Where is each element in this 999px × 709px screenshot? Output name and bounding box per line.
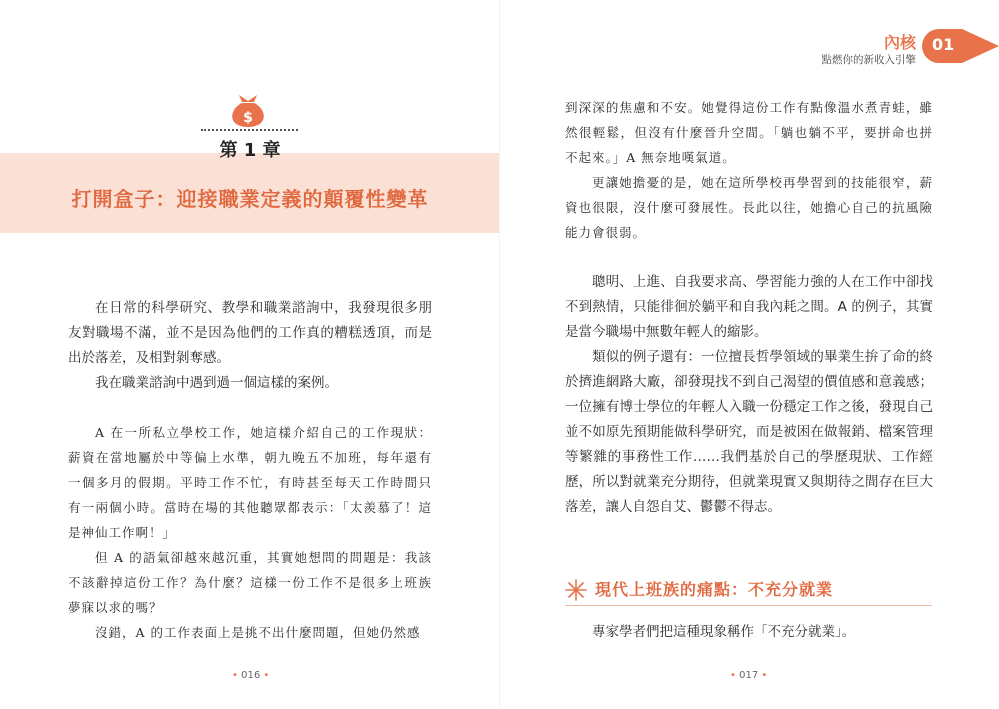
page-number-right: • 017 • xyxy=(730,670,768,681)
money-bag-icon xyxy=(225,93,271,129)
section-heading xyxy=(565,575,932,606)
body-paragraph-1: 聰明、上進、自我要求高、學習能力強的人在工作中卻找不到熱情，只能徘徊於躺平和自我內耗之間。A 的例子，其實是當今職場中無數年輕人的縮影。 xyxy=(565,274,933,340)
intro-paragraph-2: 我在職業諮詢中遇到過一個這樣的案例。 xyxy=(95,375,338,391)
case-paragraph-1: A 在一所私立學校工作，她這樣介紹自己的工作現狀：薪資在當地屬於中等偏上水準，朝九晚五不加班，每年還有一個多月的假期。平時工作不忙，有時甚至每天工作時間只有一兩個小時。當時在場的其他聽眾都表示：「太羨慕了！這是神仙工作啊！」 xyxy=(68,425,432,540)
intro-paragraph-1: 在日常的科學研究、教學和職業諮詢中，我發現很多朋友對職場不滿，並不是因為他們的工作真的糟糕透頂，而是出於落差，及相對剝奪感。 xyxy=(68,300,432,366)
case-continued-paragraph-2: 更讓她擔憂的是，她在這所學校再學習到的技能很窄，薪資也很限，沒什麼可發展性。長此以往，她擔心自己的抗風險能力會很弱。 xyxy=(565,175,933,240)
running-header-subtitle: 點燃你的新收入引擎 xyxy=(821,54,916,66)
case-paragraph-2: 但 A 的語氣卻越來越沉重，其實她想問的問題是：我該不該辭掉這份工作？為什麼？這樣一份工作不是很多上班族夢寐以求的嗎？ xyxy=(68,550,432,615)
sparkle-icon xyxy=(565,579,587,601)
chapter-badge-number: 01 xyxy=(932,35,955,54)
chapter-title: 打開盒子：迎接職業定義的顛覆性變革 xyxy=(71,187,429,211)
chapter-divider xyxy=(201,129,298,131)
chapter-badge xyxy=(922,29,999,63)
section-body-paragraph: 專家學者們把這種現象稱作「不充分就業」。 xyxy=(592,624,856,640)
case-continued-paragraph-1: 到深深的焦慮和不安。她覺得這份工作有點像溫水煮青蛙，雖然很輕鬆，但沒有什麼晉升空間。「躺也躺不平，要拼命也拼不起來。」A 無奈地嘆氣道。 xyxy=(565,100,933,165)
section-title: 現代上班族的痛點：不充分就業 xyxy=(595,580,834,599)
chapter-number: 第 1 章 xyxy=(219,140,281,161)
page-number-left: • 016 • xyxy=(232,670,270,681)
body-paragraph-2: 類似的例子還有：一位擅長哲學領域的畢業生拚了命的終於擠進網路大廠，卻發現找不到自己渴望的價值感和意義感；一位擁有博士學位的年輕人入職一份穩定工作之後，發現自己並不如原先預期能做科學研究，而是被困在做報銷、檔案管理等繁雜的事務性工作……我們基於自己的學歷現狀、工作經歷，所以對就業充分期待，但就業現實又與期待之間存在巨大落差，讓人自怨自艾、鬱鬱不得志。 xyxy=(565,349,933,515)
svg-text:$: $ xyxy=(243,110,253,126)
running-header-title: 內核 xyxy=(883,33,916,52)
case-paragraph-3: 沒錯，A 的工作表面上是挑不出什麼問題，但她仍然感 xyxy=(95,625,421,640)
